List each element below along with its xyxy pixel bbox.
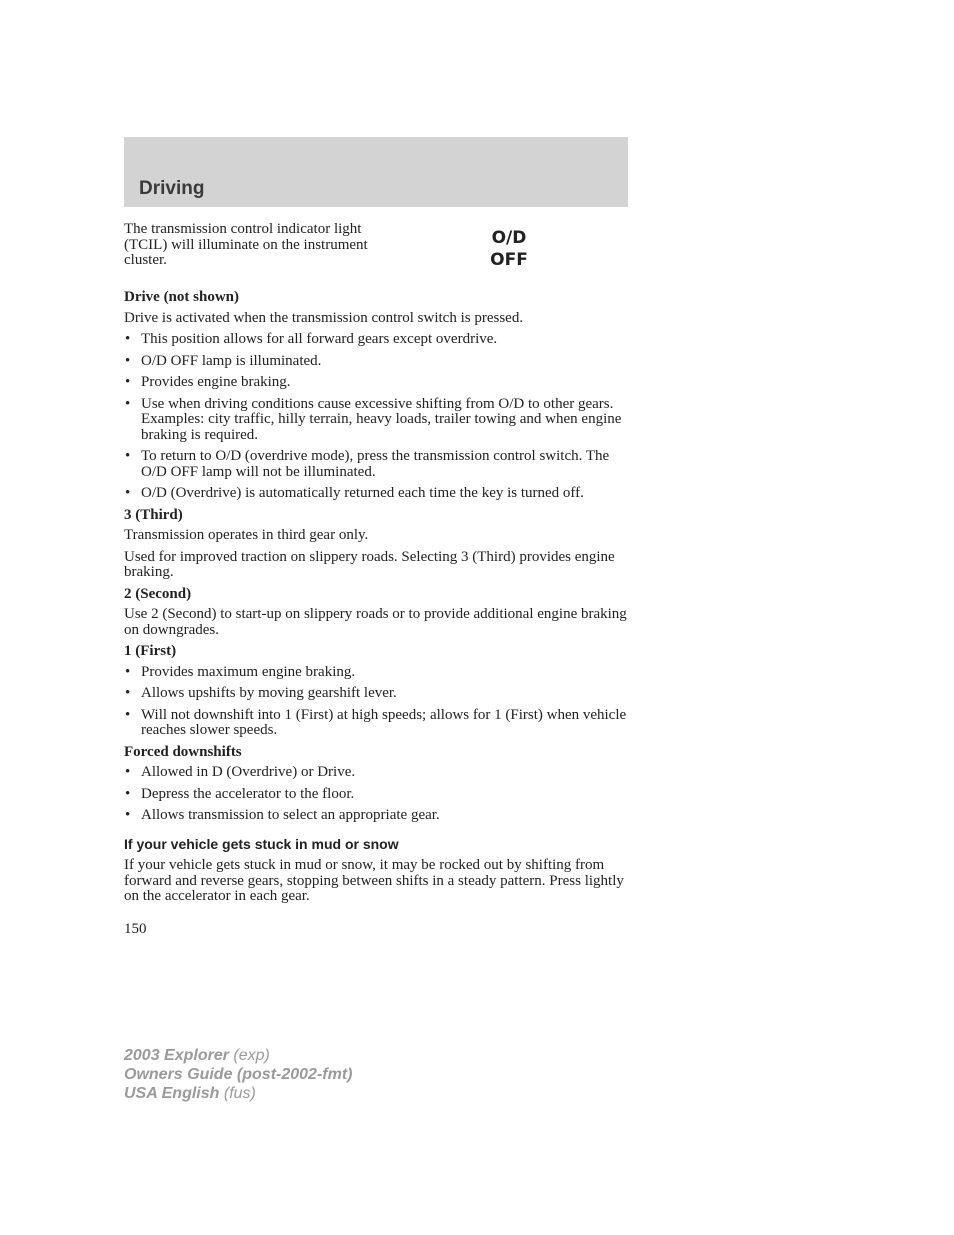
list-item: • Allows upshifts by moving gearshift lever. [124, 686, 628, 702]
page-number: 150 [124, 920, 147, 937]
drive-bullet-list [124, 332, 628, 502]
stuck-heading: If your vehicle gets stuck in mud or snow [124, 835, 399, 852]
list-item: • Allowed in D (Overdrive) or Drive. [124, 765, 628, 781]
list-item: • Allows transmission to select an appropriate gear. [124, 808, 628, 824]
section-title: Driving [139, 178, 205, 199]
second-paragraph: Use 2 (Second) to start-up on slippery roads or to provide additional engine braking on downgrades. [124, 606, 627, 638]
list-item: • O/D OFF lamp is illuminated. [124, 354, 628, 370]
drive-paragraph: Drive is activated when the transmission control switch is pressed. [124, 309, 524, 326]
drive-heading: Drive (not shown) [124, 289, 239, 305]
stuck-paragraph: If your vehicle gets stuck in mud or snow, it may be rocked out by shifting from forward and reverse gears, stopping between shifts in a steady pattern. Press lightly on the accelerator in each gear. [124, 857, 624, 904]
list-item: • Provides engine braking. [124, 375, 628, 391]
od-off-icon-line1: O/D [491, 228, 527, 248]
forced-downshifts-heading: Forced downshifts [124, 743, 242, 760]
footer-line-3 [124, 1084, 352, 1103]
footer-line-2 [124, 1065, 352, 1084]
section-header-band [124, 137, 628, 207]
forced-bullet-list [124, 765, 628, 824]
document-footer [124, 1046, 352, 1103]
list-item: • To return to O/D (overdrive mode), press the transmission control switch. The O/D OFF lamp will not be illuminated. [124, 449, 628, 480]
third-paragraph-1: Transmission operates in third gear only. [124, 527, 369, 543]
list-item: • Use when driving conditions cause excessive shifting from O/D to other gears. Examples: city traffic, hilly terrain, heavy loads, trailer towing and when engine braking is required. [124, 397, 628, 444]
footer-language-code: (fus) [219, 1085, 256, 1102]
intro-text: The transmission control indicator light (TCIL) will illuminate on the instrument cluster. [124, 221, 368, 268]
list-item: • Depress the accelerator to the floor. [124, 787, 628, 803]
third-heading: 3 (Third) [124, 506, 183, 523]
first-bullet-list [124, 665, 628, 739]
od-off-indicator-icon [488, 227, 530, 271]
third-paragraph-2: Used for improved traction on slippery roads. Selecting 3 (Third) provides engine braking. [124, 548, 615, 580]
second-heading: 2 (Second) [124, 585, 192, 602]
footer-guide: Owners Guide (post-2002-fmt) [124, 1066, 353, 1083]
list-item: • Will not downshift into 1 (First) at high speeds; allows for 1 (First) when vehicle reaches slower speeds. [124, 708, 628, 739]
intro-block [124, 222, 628, 284]
page-content [124, 222, 628, 937]
first-heading: 1 (First) [124, 643, 177, 659]
footer-model: 2003 Explorer [124, 1047, 229, 1064]
list-item: • This position allows for all forward gears except overdrive. [124, 332, 628, 348]
list-item: • O/D (Overdrive) is automatically returned each time the key is turned off. [124, 486, 628, 502]
footer-model-code: (exp) [228, 1047, 270, 1064]
footer-line-1 [124, 1046, 352, 1065]
od-off-icon-line2: OFF [490, 250, 528, 270]
list-item: • Provides maximum engine braking. [124, 665, 628, 681]
footer-language: USA English [124, 1085, 220, 1102]
